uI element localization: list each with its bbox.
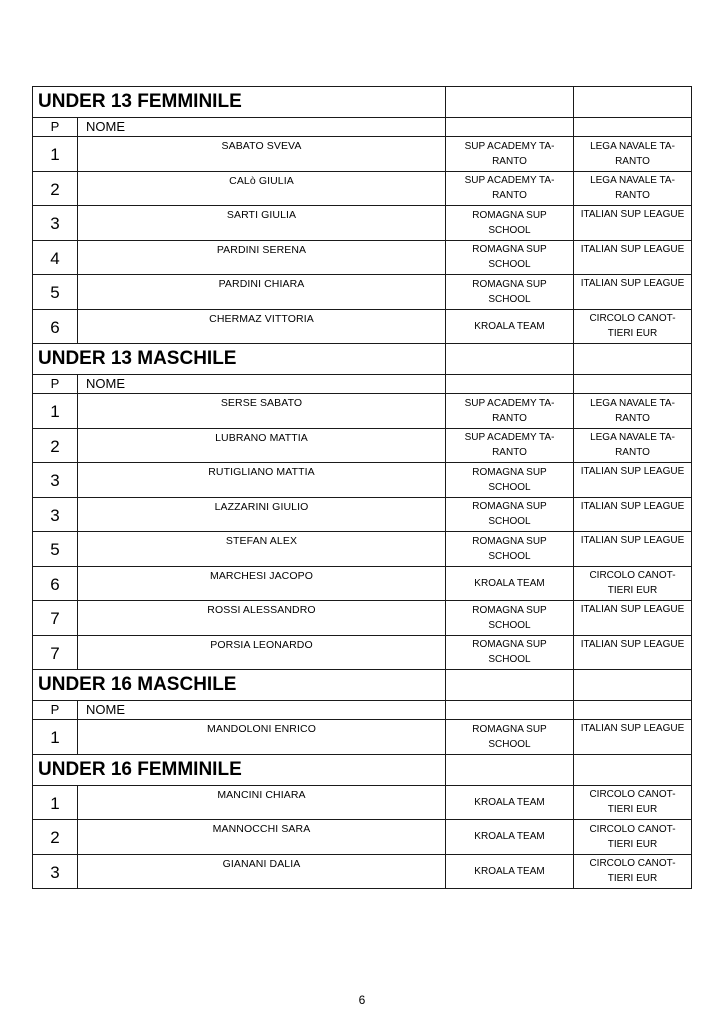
position-cell: 7 (33, 601, 78, 636)
table-row (33, 463, 692, 498)
empty-cell (446, 375, 574, 394)
position-cell: 2 (33, 171, 78, 206)
column-header-row (33, 701, 692, 720)
team-cell: ITALIAN SUP LEAGUE (574, 635, 692, 670)
club-cell: KROALA TEAM (446, 309, 574, 344)
club-cell: ROMAGNA SUP SCHOOL (446, 206, 574, 241)
team-cell: CIRCOLO CANOT- TIERI EUR (574, 820, 692, 855)
club-cell: SUP ACADEMY TA- RANTO (446, 428, 574, 463)
empty-cell (446, 754, 574, 785)
column-header-row (33, 118, 692, 137)
club-cell: SUP ACADEMY TA- RANTO (446, 394, 574, 429)
section-title-row (33, 754, 692, 785)
athlete-name-cell: SERSE SABATO (78, 394, 446, 429)
position-cell: 1 (33, 785, 78, 820)
team-cell: LEGA NAVALE TA- RANTO (574, 394, 692, 429)
athlete-name-cell: CALò GIULIA (78, 171, 446, 206)
position-cell: 1 (33, 394, 78, 429)
athlete-name-cell: MANCINI CHIARA (78, 785, 446, 820)
position-cell: 5 (33, 532, 78, 567)
athlete-name-cell: PORSIA LEONARDO (78, 635, 446, 670)
club-cell: KROALA TEAM (446, 854, 574, 889)
athlete-name-cell: STEFAN ALEX (78, 532, 446, 567)
section-title: UNDER 13 FEMMINILE (38, 91, 242, 112)
table-row (33, 720, 692, 755)
team-cell: LEGA NAVALE TA- RANTO (574, 137, 692, 172)
table-row (33, 394, 692, 429)
team-cell: ITALIAN SUP LEAGUE (574, 720, 692, 755)
empty-cell (574, 701, 692, 720)
section-title: UNDER 13 MASCHILE (38, 348, 237, 369)
empty-cell (446, 701, 574, 720)
section-title-cell (33, 754, 446, 785)
club-cell: ROMAGNA SUP SCHOOL (446, 601, 574, 636)
table-row (33, 820, 692, 855)
team-cell: CIRCOLO CANOT- TIERI EUR (574, 566, 692, 601)
club-cell: ROMAGNA SUP SCHOOL (446, 275, 574, 310)
results-body (33, 87, 692, 889)
team-cell: CIRCOLO CANOT- TIERI EUR (574, 309, 692, 344)
header-position: P (33, 375, 78, 394)
section-title: UNDER 16 FEMMINILE (38, 758, 242, 780)
table-row (33, 785, 692, 820)
position-cell: 5 (33, 275, 78, 310)
athlete-name-cell: ROSSI ALESSANDRO (78, 601, 446, 636)
club-cell: ROMAGNA SUP SCHOOL (446, 497, 574, 532)
empty-cell (446, 87, 574, 118)
athlete-name-cell: MANNOCCHI SARA (78, 820, 446, 855)
empty-cell (574, 375, 692, 394)
section-title-cell (33, 87, 446, 118)
table-row (33, 137, 692, 172)
table-row (33, 428, 692, 463)
club-cell: SUP ACADEMY TA- RANTO (446, 137, 574, 172)
table-row (33, 635, 692, 670)
page-number: 6 (358, 993, 366, 1007)
club-cell: ROMAGNA SUP SCHOOL (446, 532, 574, 567)
club-cell: KROALA TEAM (446, 785, 574, 820)
position-cell: 6 (33, 309, 78, 344)
section-title-row (33, 344, 692, 375)
athlete-name-cell: GIANANI DALIA (78, 854, 446, 889)
athlete-name-cell: PARDINI SERENA (78, 240, 446, 275)
table-row (33, 532, 692, 567)
club-cell: ROMAGNA SUP SCHOOL (446, 635, 574, 670)
team-cell: ITALIAN SUP LEAGUE (574, 206, 692, 241)
team-cell: LEGA NAVALE TA- RANTO (574, 428, 692, 463)
empty-cell (446, 344, 574, 375)
position-cell: 2 (33, 820, 78, 855)
team-cell: ITALIAN SUP LEAGUE (574, 497, 692, 532)
table-row (33, 240, 692, 275)
club-cell: KROALA TEAM (446, 820, 574, 855)
club-cell: ROMAGNA SUP SCHOOL (446, 720, 574, 755)
header-name: NOME (78, 701, 446, 720)
athlete-name-cell: LAZZARINI GIULIO (78, 497, 446, 532)
athlete-name-cell: LUBRANO MATTIA (78, 428, 446, 463)
table-row (33, 206, 692, 241)
section-title-row (33, 87, 692, 118)
athlete-name-cell: PARDINI CHIARA (78, 275, 446, 310)
empty-cell (574, 118, 692, 137)
position-cell: 6 (33, 566, 78, 601)
athlete-name-cell: SARTI GIULIA (78, 206, 446, 241)
team-cell: CIRCOLO CANOT- TIERI EUR (574, 854, 692, 889)
club-cell: ROMAGNA SUP SCHOOL (446, 240, 574, 275)
team-cell: ITALIAN SUP LEAGUE (574, 601, 692, 636)
club-cell: ROMAGNA SUP SCHOOL (446, 463, 574, 498)
athlete-name-cell: CHERMAZ VITTORIA (78, 309, 446, 344)
athlete-name-cell: MANDOLONI ENRICO (78, 720, 446, 755)
empty-cell (574, 670, 692, 701)
position-cell: 1 (33, 137, 78, 172)
athlete-name-cell: RUTIGLIANO MATTIA (78, 463, 446, 498)
position-cell: 3 (33, 854, 78, 889)
team-cell: CIRCOLO CANOT- TIERI EUR (574, 785, 692, 820)
empty-cell (574, 344, 692, 375)
table-row (33, 854, 692, 889)
club-cell: SUP ACADEMY TA- RANTO (446, 171, 574, 206)
section-title: UNDER 16 MASCHILE (38, 674, 237, 695)
position-cell: 3 (33, 206, 78, 241)
header-position: P (33, 118, 78, 137)
table-row (33, 601, 692, 636)
table-row (33, 497, 692, 532)
athlete-name-cell: MARCHESI JACOPO (78, 566, 446, 601)
position-cell: 1 (33, 720, 78, 755)
header-name: NOME (78, 118, 446, 137)
position-cell: 7 (33, 635, 78, 670)
table-row (33, 275, 692, 310)
team-cell: ITALIAN SUP LEAGUE (574, 463, 692, 498)
position-cell: 3 (33, 497, 78, 532)
column-header-row (33, 375, 692, 394)
athlete-name-cell: SABATO SVEVA (78, 137, 446, 172)
section-title-cell (33, 670, 446, 701)
header-name: NOME (78, 375, 446, 394)
header-position: P (33, 701, 78, 720)
team-cell: ITALIAN SUP LEAGUE (574, 532, 692, 567)
position-cell: 4 (33, 240, 78, 275)
position-cell: 2 (33, 428, 78, 463)
results-table (32, 86, 692, 889)
team-cell: ITALIAN SUP LEAGUE (574, 240, 692, 275)
table-row (33, 171, 692, 206)
team-cell: LEGA NAVALE TA- RANTO (574, 171, 692, 206)
table-row (33, 309, 692, 344)
section-title-row (33, 670, 692, 701)
club-cell: KROALA TEAM (446, 566, 574, 601)
section-title-cell (33, 344, 446, 375)
empty-cell (446, 670, 574, 701)
table-row (33, 566, 692, 601)
team-cell: ITALIAN SUP LEAGUE (574, 275, 692, 310)
position-cell: 3 (33, 463, 78, 498)
empty-cell (574, 87, 692, 118)
empty-cell (446, 118, 574, 137)
empty-cell (574, 754, 692, 785)
